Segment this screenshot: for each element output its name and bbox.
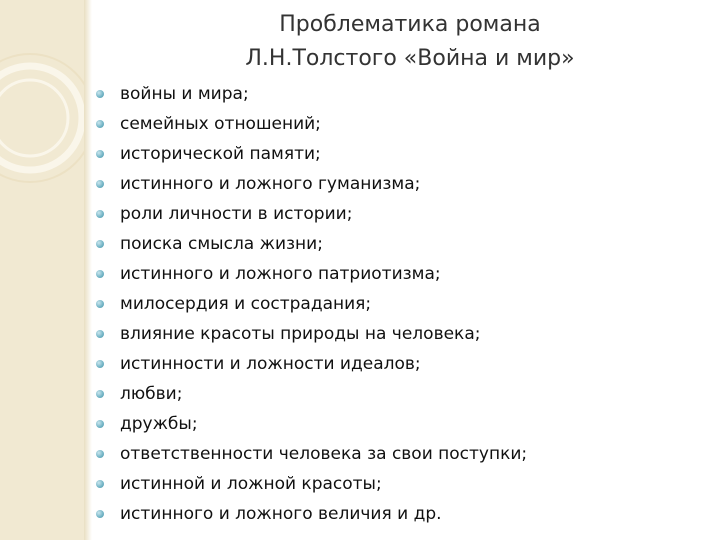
list-item	[96, 379, 527, 409]
list-item-text: милосердия и сострадания;	[120, 294, 372, 314]
list-item-text: влияние красоты природы на человека;	[120, 324, 481, 344]
bullet-icon	[96, 150, 104, 158]
list-item-text: роли личности в истории;	[120, 204, 353, 224]
list-item	[96, 259, 527, 289]
list-item-text: поиска смысла жизни;	[120, 234, 323, 254]
list-item	[96, 229, 527, 259]
bullet-icon	[96, 420, 104, 428]
bullet-icon	[96, 270, 104, 278]
list-item-text: семейных отношений;	[120, 114, 321, 134]
list-item-text: истинного и ложного гуманизма;	[120, 174, 421, 194]
list-item	[96, 169, 527, 199]
list-item	[96, 199, 527, 229]
decorative-side-panel	[0, 0, 84, 540]
slide-title-line-1: Проблематика романа	[279, 12, 541, 37]
bullet-icon	[96, 240, 104, 248]
list-item	[96, 349, 527, 379]
slide-title-line-2: Л.Н.Толстого «Война и мир»	[245, 46, 575, 71]
list-item	[96, 109, 527, 139]
list-item-text: войны и мира;	[120, 84, 249, 104]
list-item-text: истинной и ложной красоты;	[120, 474, 382, 494]
list-item	[96, 139, 527, 169]
bullet-icon	[96, 510, 104, 518]
list-item	[96, 289, 527, 319]
list-item	[96, 499, 527, 529]
bullet-icon	[96, 360, 104, 368]
list-item-text: истинного и ложного патриотизма;	[120, 264, 441, 284]
list-item-text: дружбы;	[120, 414, 198, 434]
list-item-text: истинного и ложного величия и др.	[120, 504, 442, 524]
bullet-icon	[96, 480, 104, 488]
problem-list	[96, 79, 527, 529]
list-item-text: ответственности человека за свои поступки;	[120, 444, 528, 464]
list-item-text: любви;	[120, 384, 183, 404]
bullet-icon	[96, 210, 104, 218]
bullet-icon	[96, 300, 104, 308]
list-item	[96, 409, 527, 439]
list-item	[96, 439, 527, 469]
bullet-icon	[96, 390, 104, 398]
list-item	[96, 319, 527, 349]
list-item-text: истинности и ложности идеалов;	[120, 354, 421, 374]
bullet-icon	[96, 180, 104, 188]
bullet-icon	[96, 450, 104, 458]
bullet-icon	[96, 120, 104, 128]
side-panel-edge	[84, 0, 92, 540]
list-item	[96, 79, 527, 109]
list-item	[96, 469, 527, 499]
bullet-icon	[96, 330, 104, 338]
list-item-text: исторической памяти;	[120, 144, 321, 164]
slide-title	[200, 8, 620, 76]
decorative-circles	[0, 0, 84, 540]
bullet-icon	[96, 90, 104, 98]
